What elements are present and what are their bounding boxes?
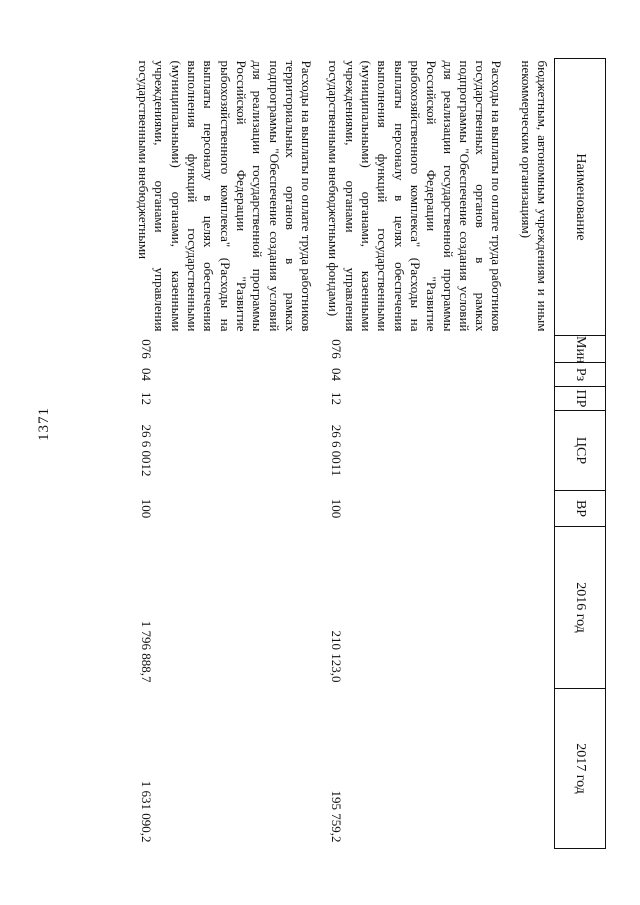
header-year-2017: 2017 год	[555, 689, 606, 849]
row-min: 076	[139, 339, 155, 359]
row-year-2017: 195 759,2	[329, 790, 345, 843]
header-rz: Рз	[555, 363, 606, 387]
page-number: 1371	[36, 407, 52, 441]
row-min	[516, 336, 554, 363]
row-rz: 04	[329, 368, 345, 381]
row-vr	[516, 491, 554, 527]
row-pr	[516, 387, 554, 411]
row-year-2016: 210 123,0	[329, 630, 345, 683]
row-year-2017	[516, 689, 554, 849]
table-header-row	[555, 59, 606, 849]
row-name: бюджетным, автономным учреждениям и иным некоммерческим организациям)	[518, 60, 550, 332]
row-vr: 100	[139, 498, 155, 519]
budget-table-container	[106, 58, 606, 848]
header-csr: ЦСР	[555, 411, 606, 491]
table-row	[324, 59, 516, 849]
header-min: Мин	[555, 336, 606, 363]
header-pr: ПР	[555, 387, 606, 411]
header-year-2016: 2016 год	[555, 527, 606, 689]
header-name: Наименование	[555, 59, 606, 336]
row-name: Расходы на выплаты по оплате труда работников государственных органов в рамках подпрограммы "Обеспечение создания условий для реализации государственной программы Российской Федерации "Развитие рыбохозяйственного комплекса" (Расходы на выплаты персоналу в целях обеспечения выполнения функций государственными (муниципальными) органами, казенными учреждениями, органами управления государственными внебюджетными фондами)	[326, 60, 505, 332]
row-rz: 04	[139, 368, 155, 381]
row-year-2016	[516, 527, 554, 689]
row-rz	[516, 363, 554, 387]
row-vr: 100	[329, 498, 345, 519]
budget-table	[134, 58, 606, 849]
row-csr	[516, 411, 554, 491]
row-year-2017: 1 631 090,2	[139, 780, 155, 843]
row-name: Расходы на выплаты по оплате труда работников территориальных органов в рамках подпрограммы "Обеспечение создания условий для реализации государственной программы Российской Федерации "Развитие рыбохозяйственного комплекса" (Расходы на выплаты персоналу в целях обеспечения выполнения функций государственными (муниципальными) органами, казенными учреждениями, органами управления государственными внебюджетными	[136, 60, 315, 332]
row-csr: 26 6 0011	[329, 424, 345, 477]
header-vr: ВР	[555, 491, 606, 527]
table-row	[516, 59, 554, 849]
row-year-2016: 1 796 888,7	[139, 620, 155, 683]
row-pr: 12	[139, 392, 155, 405]
row-min: 076	[329, 339, 345, 359]
table-row	[134, 59, 324, 849]
row-pr: 12	[329, 392, 345, 405]
row-csr: 26 6 0012	[139, 424, 155, 477]
